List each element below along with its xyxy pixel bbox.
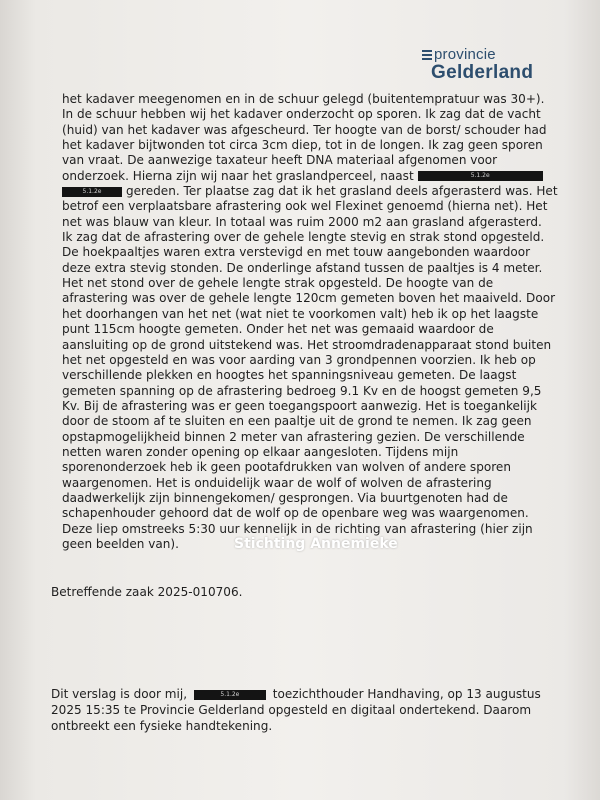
logo-mark-icon [422,50,432,62]
body-line [62,522,562,537]
body-line [62,353,562,368]
watermark: Stichting Annemieke [234,536,398,552]
redaction-block: 5.1.2e [194,690,266,700]
body-line-text: geen beelden van). [62,536,179,551]
body-line-text: In de schuur hebben wij het kadaver onderzocht op sporen. Ik zag dat de vacht [62,107,541,122]
footer-line-2: 2025 15:35 te Provincie Gelderland opgesteld en digitaal ondertekend. Daarom [51,703,532,717]
body-line [62,322,562,337]
document-footer [51,686,571,734]
body-line [62,276,562,291]
body-line [62,153,562,168]
footer-line [51,686,571,702]
body-line-text: De hoekpaaltjes waren extra verstevigd en met touw aangebonden waardoor [62,245,531,260]
body-line-text: door de stoom af te sluiten en een paaltje uit de grond te nemen. Ik zag geen [62,414,532,429]
body-line [62,261,562,276]
body-line-text: het net opgesteld en was voor aarding van 3 grondpennen voorzien. Ik heb op [62,352,536,367]
body-line [62,199,562,214]
body-line-text: gereden. Ter plaatse zag dat ik het grasland deels afgerasterd was. Het [126,184,558,199]
body-line-text: Deze liep omstreeks 5:30 uur kennelijk in de richting van afrastering (hier zijn [62,521,533,536]
body-line-text: het kadaver meegenomen en in de schuur gelegd (buitentempratuur was 30+). [62,92,545,106]
provincie-gelderland-logo [420,46,540,86]
redaction-block: 5.1.2e [418,171,543,181]
body-line [62,491,562,506]
body-line [62,92,562,107]
logo-line-1: provincie [434,46,496,63]
body-line [62,460,562,475]
body-line [62,368,562,383]
body-line-text: punt 115cm hoogte gemeten. Onder het net was gemaaid waardoor de [62,322,494,337]
body-line-text: het doorhangen van het net (wat niet te voorkomen valt) heb ik op het laagste [62,306,539,321]
body-line-text: daadwerkelijk zijn binnengekomen/ gesprongen. Via buurtgenoten had de [62,490,508,505]
body-line [62,230,562,245]
body-line-text: schapenhouder gehoord dat de wolf op de openbare weg was waargenomen. [62,506,529,521]
body-line-text: deze extra stevig stonden. De onderlinge afstand tussen de paaltjes is 4 meter. [62,260,543,275]
body-line [62,245,562,260]
body-line-text: Kv. Bij de afrastering was er geen toegangspoort aanwezig. Het is toegankelijk [62,398,537,413]
body-line [62,169,562,184]
body-line-text: netten waren zonder opening op elkaar aangesloten. Tijdens mijn [62,444,459,459]
body-line [62,107,562,122]
body-line [62,184,562,199]
body-line-text: sporenonderzoek heb ik geen pootafdrukken van wolven of andere sporen [62,460,511,475]
body-line [62,399,562,414]
footer-line-1-end: toezichthouder Handhaving, op 13 augustus [272,687,541,701]
body-line-text: van vraat. De aanwezige taxateur heeft DNA materiaal afgenomen voor [62,153,498,168]
body-line-text: betrof een verplaatsbare afrastering ook wel Flexinet genoemd (hierna net). Het [62,199,548,214]
body-line [62,384,562,399]
body-line [62,307,562,322]
body-line-text: gemeten spanning op de afrastering bedroeg 9.1 Kv en de hoogst gemeten 9,5 [62,383,542,398]
redaction-block: 5.1.2e [62,187,122,197]
body-line-text: afrastering was over de gehele lengte 120cm gemeten boven het maaiveld. Door [62,291,556,306]
body-line-text: waargenomen. Het is onduidelijk waar de wolf of wolven de afrastering [62,475,492,490]
logo-line-2: Gelderland [431,62,534,83]
body-line-text: opstapmogelijkheid binnen 2 meter van afrastering gezien. De verschillende [62,429,525,444]
document-body [62,92,562,552]
body-line [62,138,562,153]
body-line [62,445,562,460]
body-line [62,123,562,138]
body-line-text: aansluiting op de grond uitstekend was. Het stroomdradenapparaat stond buiten [62,337,552,352]
body-line-text: net was blauw van kleur. In totaal was ruim 2000 m2 aan grasland afgerasterd. [62,214,542,229]
body-line-text: (huid) van het kadaver was afgescheurd. Ter hoogte van de borst/ schouder had [62,122,547,137]
body-line-text: Ik zag dat de afrastering over de gehele lengte stevig en strak stond opgesteld. [62,230,545,245]
body-line [62,291,562,306]
case-reference: Betreffende zaak 2025-010706. [51,585,243,599]
body-line-text: het kadaver bijtwonden tot circa 3cm diep, tot in de longen. Ik zag geen sporen [62,138,543,153]
body-line [62,476,562,491]
body-line [62,506,562,521]
body-line [62,338,562,353]
body-line [62,430,562,445]
body-line [62,414,562,429]
body-line [62,215,562,230]
body-line-text: verschillende plekken en hoogtes het spanningsniveau gemeten. De laagst [62,368,517,383]
footer-line-3: ontbreekt een fysieke handtekening. [51,719,273,733]
body-line-text: onderzoek. Hierna zijn wij naar het graslandperceel, naast [62,168,414,183]
body-line-text: Het net stond over de gehele lengte strak opgesteld. De hoogte van de [62,276,494,291]
footer-line-1-start: Dit verslag is door mij, [51,687,188,701]
